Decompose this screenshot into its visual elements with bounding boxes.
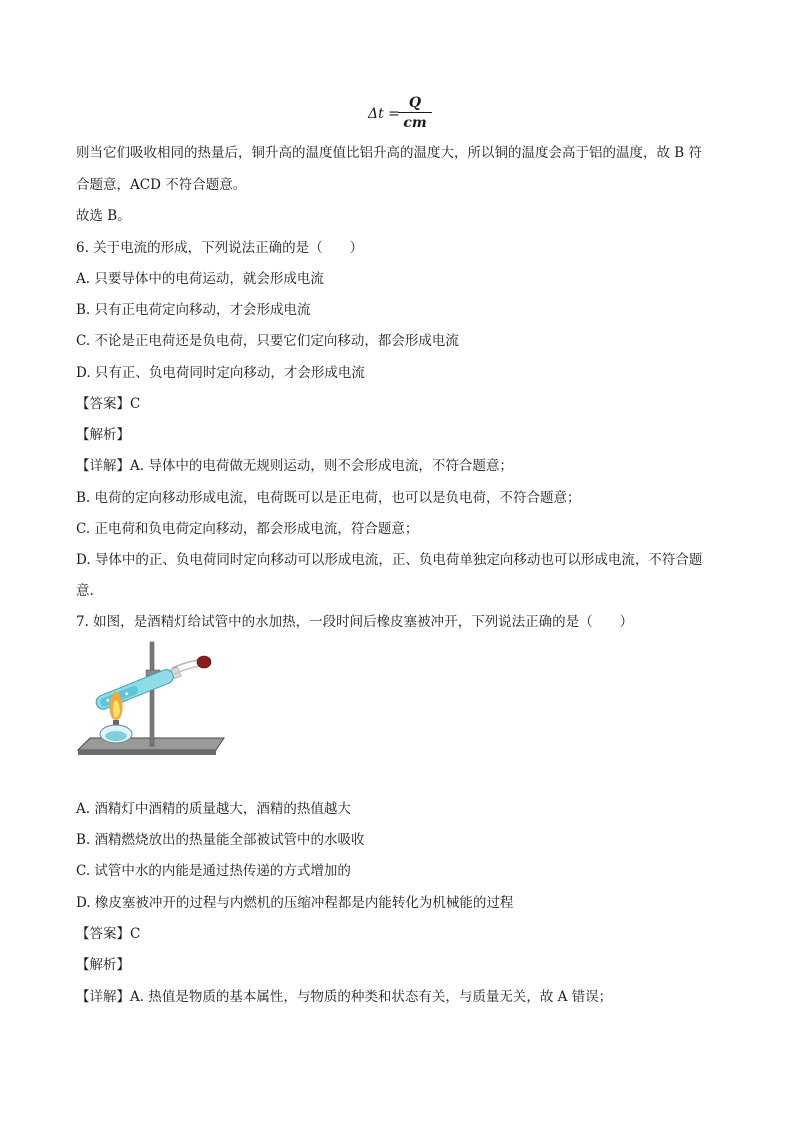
test-tube xyxy=(94,665,182,711)
stand-base-front xyxy=(78,750,216,755)
answer-choice-line: 故选 B。 xyxy=(76,208,131,224)
answer-label: 【答案】C xyxy=(76,926,141,942)
formula-fraction xyxy=(398,94,432,133)
analysis-label: 【解析】 xyxy=(76,957,130,973)
question-7-stem: 7. 如图，是酒精灯给试管中的水加热，一段时间后橡皮塞被冲开，下列说法正确的是（ ） xyxy=(76,614,634,630)
temperature-change-formula xyxy=(368,94,438,138)
detail-line: 【详解】A. 热值是物质的基本属性，与物质的种类和状态有关，与质量无关，故 A 错误； xyxy=(76,989,613,1005)
question-6-option-c: C. 不论是正电荷还是负电荷，只要它们定向移动，都会形成电流 xyxy=(76,333,459,349)
answer-label: 【答案】C xyxy=(76,396,141,412)
stand-rod xyxy=(150,642,154,746)
question-6-option-d: D. 只有正、负电荷同时定向移动，才会形成电流 xyxy=(76,365,365,381)
detail-line: C. 正电荷和负电荷定向移动，都会形成电流，符合题意； xyxy=(76,521,419,537)
explanation-line: 合题意，ACD 不符合题意。 xyxy=(76,177,247,193)
question-7-option-c: C. 试管中水的内能是通过热传递的方式增加的 xyxy=(76,863,351,879)
rubber-stopper xyxy=(197,656,211,668)
detail-line: 【详解】A. 导体中的电荷做无规则运动，则不会形成电流，不符合题意； xyxy=(76,458,513,474)
question-7-option-b: B. 酒精燃烧放出的热量能全部被试管中的水吸收 xyxy=(76,832,365,848)
detail-line: D. 导体中的正、负电荷同时定向移动可以形成电流，正、负电荷单独定向移动也可以形成电流，不符合题 xyxy=(76,552,703,568)
question-6-stem: 6. 关于电流的形成，下列说法正确的是（ ） xyxy=(76,240,364,256)
detail-line: B. 电荷的定向移动形成电流，电荷既可以是正电荷，也可以是负电荷，不符合题意； xyxy=(76,490,581,506)
question-6-option-a: A. 只要导体中的电荷运动，就会形成电流 xyxy=(76,271,324,287)
formula-numerator: Q xyxy=(408,95,422,111)
question-6-option-b: B. 只有正电荷定向移动，才会形成电流 xyxy=(76,302,311,318)
explanation-line: 则当它们吸收相同的热量后，铜升高的温度值比铝升高的温度大，所以铜的温度会高于铝的温度，故 B 符 xyxy=(76,145,703,161)
formula-lhs: Δt = xyxy=(368,106,400,122)
alcohol-lamp-illustration xyxy=(76,640,226,760)
detail-line: 意. xyxy=(76,583,94,599)
question-7-option-a: A. 酒精灯中酒精的质量越大，酒精的热值越大 xyxy=(76,801,351,817)
formula-denominator: cm xyxy=(403,115,427,131)
analysis-label: 【解析】 xyxy=(76,427,130,443)
alcohol-lamp-figure xyxy=(76,640,226,760)
alcohol-liquid xyxy=(105,731,127,741)
question-7-option-d: D. 橡皮塞被冲开的过程与内燃机的压缩冲程都是内能转化为机械能的过程 xyxy=(76,895,514,911)
